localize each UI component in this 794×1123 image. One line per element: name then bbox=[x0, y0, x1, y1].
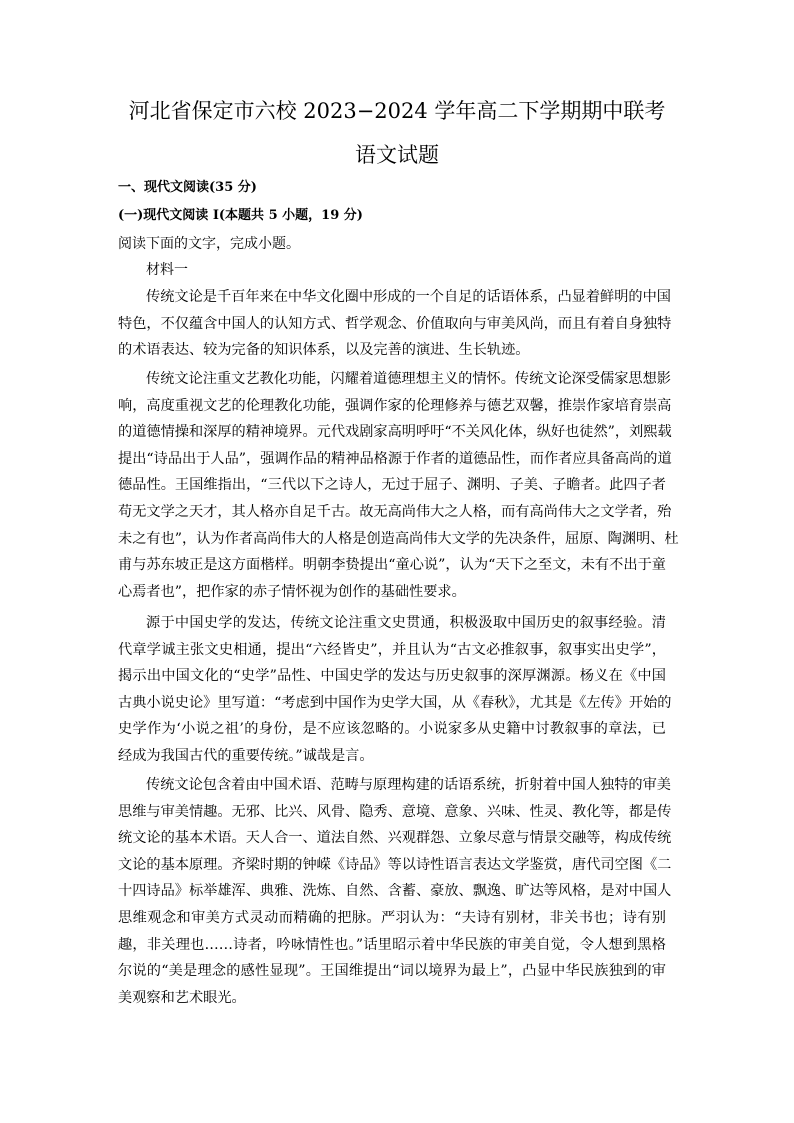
paragraph-line: 提出“诗品出于人品”，强调作品的精神品格源于作者的道德品性，而作者应具备高尚的道 bbox=[118, 450, 672, 467]
paragraph-line: 德品性。王国维指出，“三代以下之诗人，无过于屈子、渊明、子美、子瞻者。此四子者 bbox=[118, 477, 666, 494]
paragraph-line: 的道德情操和深厚的精神境界。元代戏剧家高明呼吁“不关风化体，纵好也徒然”，刘熙载 bbox=[118, 424, 672, 441]
paragraph-line: 源于中国史学的发达，传统文论注重文史贯通，积极汲取中国历史的叙事经验。清 bbox=[146, 615, 666, 631]
paragraph-4 bbox=[118, 772, 672, 1011]
paragraph-line: 思维与审美情趣。无邪、比兴、风骨、隐秀、意境、意象、兴味、性灵、教化等，都是传 bbox=[118, 803, 672, 820]
paragraph-line: 代章学诚主张文史相通，提出“六经皆史”，并且认为“古文必推叙事，叙事实出史学”， bbox=[118, 641, 666, 658]
paragraph-line: 的术语表达、较为完备的知识体系，以及完善的演进、生长轨迹。 bbox=[118, 342, 530, 359]
paragraph-line: 统文论的基本术语。天人合一、道法自然、兴观群怨、立象尽意与情景交融等，构成传统 bbox=[118, 830, 672, 847]
document-title: 河北省保定市六校 2023−2024 学年高二下学期期中联考 bbox=[128, 99, 666, 123]
paragraph-line: 甫与苏东坡正是这方面楷样。明朝李贽提出“童心说”，认为“天下之至文，未有不出于童 bbox=[118, 557, 666, 574]
paragraph-line: 传统文论是千百年来在中华文化圈中形成的一个自足的话语体系，凸显着鲜明的中国 bbox=[146, 289, 671, 305]
paragraph-3 bbox=[118, 610, 672, 770]
paragraph-line: 传统文论注重文艺教化功能，闪耀着道德理想主义的情怀。传统文论深受儒家思想影 bbox=[146, 371, 671, 387]
paragraph-line: 十四诗品》标举雄浑、典雅、洗炼、自然、含蓄、豪放、飘逸、旷达等风格，是对中国人 bbox=[118, 883, 672, 900]
paragraph-line: 古典小说史论》里写道：“考虑到中国作为史学大国，从《春秋》，尤其是《左传》开始的 bbox=[118, 694, 672, 711]
material-label: 材料一 bbox=[146, 262, 188, 278]
paragraph-2 bbox=[118, 366, 679, 605]
paragraph-line: 揭示出中国文化的“史学”品性、中国史学的发达与历史叙事的深厚渊源。杨义在《中国 bbox=[118, 668, 666, 685]
instruction-text: 阅读下面的文字，完成小题。 bbox=[118, 236, 300, 252]
paragraph-line: 思维观念和审美方式灵动而精确的把脉。严羽认为：“夫诗有别材，非关书也；诗有别 bbox=[118, 909, 666, 926]
paragraph-line: 尔说的“美是理念的感性显现”。王国维提出“词以境界为最上”，凸显中华民族独到的审 bbox=[118, 963, 666, 980]
paragraph-line: 未之有也”，认为作者高尚伟大的人格是创造高尚伟大文学的先决条件，屈原、陶渊明、杜 bbox=[118, 530, 679, 547]
paragraph-line: 特色，不仅蕴含中国人的认知方式、哲学观念、价值取向与审美风尚，而且有着自身独特 bbox=[118, 315, 672, 332]
paragraph-line: 心焉者也”，把作家的赤子情怀视为创作的基础性要求。 bbox=[118, 583, 466, 600]
paragraph-1 bbox=[118, 284, 672, 364]
paragraph-line: 苟无文学之天才，其人格亦自足千古。故无高尚伟大之人格，而有高尚伟大之文学者，殆 bbox=[118, 503, 672, 520]
paragraph-line: 美观察和艺术眼光。 bbox=[118, 989, 246, 1006]
document-subtitle: 语文试题 bbox=[355, 143, 439, 167]
paragraph-line: 传统文论包含着由中国术语、范畴与原理构建的话语系统，折射着中国人独特的审美 bbox=[146, 777, 671, 793]
paragraph-line: 文论的基本原理。齐梁时期的钟嵘《诗品》等以诗性语言表达文学鉴赏，唐代司空图《二 bbox=[118, 856, 672, 873]
paragraph-line: 经成为我国古代的重要传统。”诚哉是言。 bbox=[118, 747, 374, 764]
paragraph-line: 史学作为‘小说之祖’的身份，是不应该忽略的。小说家多从史籍中讨教叙事的章法，已 bbox=[118, 721, 666, 738]
paragraph-line: 响，高度重视文艺的伦理教化功能，强调作家的伦理修养与德艺双馨，推崇作家培育崇高 bbox=[118, 397, 672, 414]
paragraph-line: 趣，非关理也……诗者，吟咏情性也。”话里昭示着中华民族的审美自觉，令人想到黑格 bbox=[118, 936, 666, 953]
section-heading: 一、现代文阅读(35 分) bbox=[118, 180, 257, 195]
subsection-heading: (一)现代文阅读 I(本题共 5 小题，19 分) bbox=[118, 208, 363, 223]
